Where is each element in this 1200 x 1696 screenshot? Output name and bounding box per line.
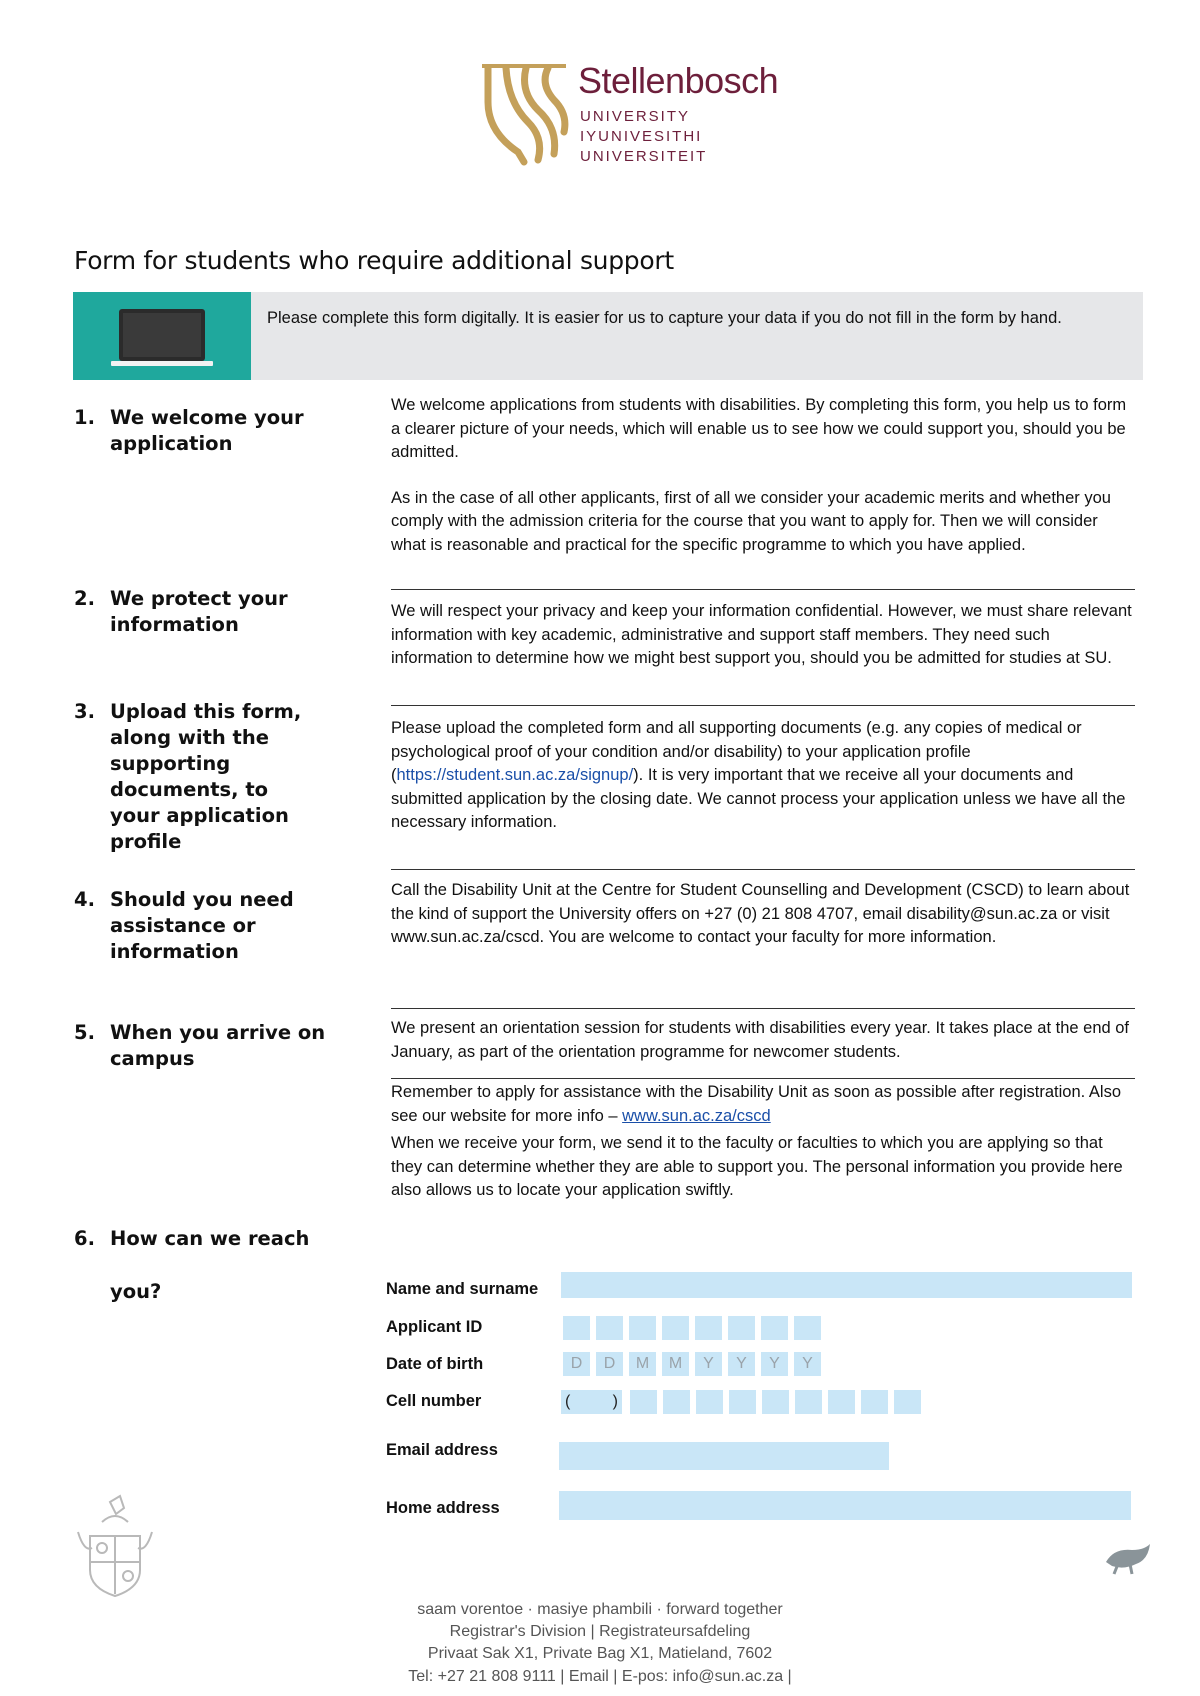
section-1-heading: 1. We welcome your application (74, 406, 304, 455)
cell-number-cell[interactable] (828, 1390, 855, 1414)
section-2-para-1: We will respect your privacy and keep your information confidential. However, we must share relevant information with key academic, administrative and support staff members. They need such information to determine how we might best support you, should you be admitted for studies at SU. (391, 602, 1132, 667)
home-address-label: Home address (386, 1499, 500, 1517)
section-5-para-1: We present an orientation session for students with disabilities every year. It takes place at the end of January, as part of the orientation programme for newcomer students. (391, 1019, 1130, 1061)
section-1-body (391, 394, 1135, 557)
section-1-para-2: As in the case of all other applicants, first of all we consider your academic merits and whether you comply with the admission criteria for the course that you want to apply for. Then we will consider what is reasonable and practical for the specific programme to which you have applied. (391, 488, 1111, 554)
section-4-para-1: Call the Disability Unit at the Centre for Student Counselling and Development (CSCD) to learn about the kind of support the University offers on +27 (0) 21 808 4707, email disability@sun.ac.za or visit www.sun.ac.za/cscd. You are welcome to contact your faculty for more information. (391, 881, 1130, 946)
name-input[interactable] (561, 1272, 1132, 1298)
dob-cell[interactable]: D (596, 1352, 623, 1376)
dob-cell[interactable]: M (629, 1352, 656, 1376)
email-input[interactable] (559, 1442, 889, 1470)
section-5-extra (391, 1081, 1135, 1203)
section-6-heading-line-2: you? (110, 1280, 162, 1303)
cell-number-cell[interactable] (729, 1390, 756, 1414)
cell-number-cell[interactable] (795, 1390, 822, 1414)
dob-cell[interactable]: Y (695, 1352, 722, 1376)
section-5-para-3: When we receive your form, we send it to the faculty or faculties to which you are applying so that they can determine whether they are able to support you. The personal information you provide here also allows us to locate your application swiftly. (391, 1134, 1123, 1199)
digital-form-banner (73, 292, 1143, 380)
dob-cell[interactable]: D (563, 1352, 590, 1376)
divider (391, 589, 1135, 590)
applicant-id-cell[interactable] (629, 1316, 656, 1340)
laptop-icon (73, 292, 251, 380)
applicant-id-cell[interactable] (761, 1316, 788, 1340)
logo-line-3: UNIVERSITEIT (580, 148, 708, 165)
applicant-id-cell[interactable] (728, 1316, 755, 1340)
footer-line-3: Tel: +27 21 808 9111 | Email | E-pos: info@sun.ac.za | (408, 1668, 792, 1685)
section-4-heading: 4. Should you need assistance or information (74, 888, 294, 963)
cell-area-code-input[interactable]: ( ) (561, 1390, 622, 1414)
cell-number-label: Cell number (386, 1392, 482, 1410)
section-3-heading: 3. Upload this form, along with the supporting documents, to your application profile (74, 700, 302, 853)
form-title: Form for students who require additional support (74, 246, 674, 275)
section-5-body (391, 1017, 1135, 1064)
dob-label: Date of birth (386, 1355, 484, 1373)
dob-cell[interactable]: Y (761, 1352, 788, 1376)
applicant-id-label: Applicant ID (386, 1318, 483, 1336)
dob-cell[interactable]: Y (728, 1352, 755, 1376)
applicant-id-cell[interactable] (695, 1316, 722, 1340)
cell-number-cell[interactable] (861, 1390, 888, 1414)
section-2-heading: 2. We protect your information (74, 587, 288, 636)
cell-number-cell[interactable] (894, 1390, 921, 1414)
cscd-website-link[interactable]: www.sun.ac.za/cscd (622, 1106, 771, 1125)
section-1-para-1: We welcome applications from students with disabilities. By completing this form, you help us to form a clearer picture of your needs, which will enable us to see how we could support you, should you be admitted. (391, 396, 1127, 461)
section-2-body (391, 600, 1135, 671)
section-3-body (391, 717, 1135, 835)
footer-line-2: Privaat Sak X1, Private Bag X1, Matieland, 7602 (427, 1645, 773, 1662)
dob-cell[interactable]: Y (794, 1352, 821, 1376)
student-signup-link[interactable]: https://student.sun.ac.za/signup/ (396, 766, 634, 784)
divider (391, 1008, 1135, 1009)
section-3-para-1: Please upload the completed form and all supporting documents (e.g. any copies of medical or psychological proof of your condition and/or disability) to your application profile (https://student.sun.ac.za/signup/). It is very important that we receive all your documents and submitted application by the closing date. We cannot process your application unless we have all the necessary information. (391, 719, 1126, 831)
logo-line-1: UNIVERSITY (580, 108, 691, 125)
stellenbosch-emblem-icon (478, 62, 570, 172)
name-label: Name and surname (386, 1280, 539, 1298)
applicant-id-cell[interactable] (662, 1316, 689, 1340)
divider (391, 705, 1135, 706)
email-label: Email address (386, 1441, 498, 1459)
section-5-heading: 5. When you arrive on campus (74, 1021, 326, 1070)
university-crest-icon (72, 1492, 158, 1598)
applicant-id-cell[interactable] (563, 1316, 590, 1340)
section-4-body (391, 879, 1135, 950)
banner-text: Please complete this form digitally. It is easier for us to capture your data if you do not fill in the form by hand. (267, 309, 1062, 327)
footer-motto: saam vorentoe · masiye phambili · forward together (417, 1601, 783, 1618)
cell-number-cell[interactable] (696, 1390, 723, 1414)
cell-number-cell[interactable] (663, 1390, 690, 1414)
dob-cell[interactable]: M (662, 1352, 689, 1376)
divider (391, 869, 1135, 870)
divider (391, 1078, 1135, 1079)
section-5-para-2: Remember to apply for assistance with the Disability Unit as soon as possible after registration. Also see our website for more info – www.sun.ac.za/cscd (391, 1083, 1122, 1125)
footer-line-1: Registrar's Division | Registrateursafdeling (449, 1623, 751, 1640)
university-logo (478, 58, 838, 178)
back-arrow-icon (1104, 1540, 1152, 1576)
home-address-input[interactable] (559, 1491, 1131, 1520)
cell-number-cell[interactable] (762, 1390, 789, 1414)
logo-brand: Stellenbosch (578, 60, 779, 101)
applicant-id-cell[interactable] (596, 1316, 623, 1340)
logo-line-2: IYUNIVESITHI (580, 128, 703, 145)
section-6-heading: 6. How can we reach (74, 1227, 310, 1250)
applicant-id-cell[interactable] (794, 1316, 821, 1340)
cell-number-cell[interactable] (630, 1390, 657, 1414)
